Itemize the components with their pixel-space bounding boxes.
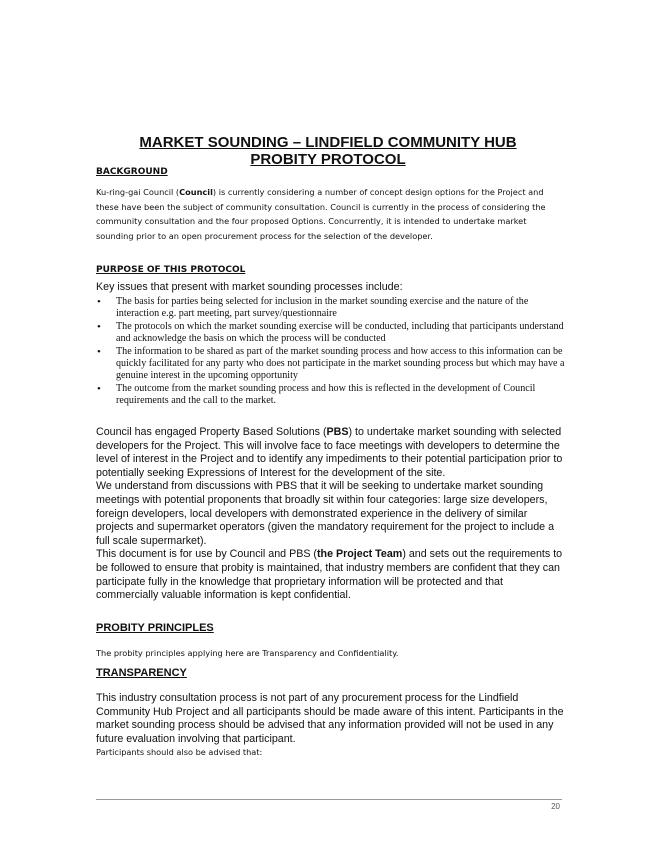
purpose-intro: Key issues that present with market sounding processes include: bbox=[96, 281, 403, 293]
purpose-heading: PURPOSE OF THIS PROTOCOL bbox=[96, 265, 246, 275]
background-paragraph bbox=[96, 185, 562, 243]
pbs-section bbox=[96, 426, 564, 603]
bullet-item: • The outcome from the market sounding process and how this is reflected in the development of Council requirements and the call to the market. bbox=[96, 383, 566, 408]
transparency-heading: TRANSPARENCY bbox=[96, 667, 187, 679]
background-text-end: ) is currently considering a number of concept design options for the Project and these have been the subject of community consultation. Council is currently in the process of considering the community consultation and the four proposed Options. Concurrently, it is intended to undertake market sounding prior to an open procurement process for the selection of the developer. bbox=[96, 187, 546, 241]
title-line-2: PROBITY PROTOCOL bbox=[250, 151, 406, 168]
document-use-text-end: ) and sets out the requirements to be followed to ensure that probity is maintained, that industry members are confident that they can participate fully in the knowledge that proprietary information will be protected and that commercially valuable information is kept confidential. bbox=[96, 548, 563, 602]
probity-principles-heading: PROBITY PRINCIPLES bbox=[96, 622, 214, 634]
pbs-text-end: ) to undertake market sounding with selected developers for the Project. This will involve face to face meetings with developers to determine the level of interest in the Project and to identify any impediments to their potential participation prior to potentially seeking Expressions of Interest for the development of the site. bbox=[96, 426, 563, 479]
council-term: Council bbox=[179, 187, 213, 197]
pbs-paragraph-1 bbox=[96, 426, 564, 480]
transparency-paragraph: This industry consultation process is not part of any procurement process for the Lindfield Community Hub Project and all participants should be made aware of this intent. Participants in the market sounding process should be advised that any information provided will not be used in any future evaluation involving that participant. bbox=[96, 692, 564, 745]
bullet-item: • The information to be shared as part of the market sounding process and how access to this information can be quickly facilitated for any party who does not participate in the market sounding process but which may have a genuine interest in the upcoming opportunity bbox=[96, 346, 566, 383]
page-title bbox=[96, 134, 560, 168]
title-line-1: MARKET SOUNDING – LINDFIELD COMMUNITY HUB bbox=[139, 134, 517, 151]
probity-principles-text: The probity principles applying here are Transparency and Confidentiality. bbox=[96, 648, 399, 658]
background-text-start: Ku-ring-gai Council ( bbox=[96, 187, 180, 197]
background-heading: BACKGROUND bbox=[96, 167, 168, 177]
bullet-item: • The protocols on which the market sounding exercise will be conducted, including that participants understand and acknowledge the basis on which the process will be conducted bbox=[96, 321, 566, 346]
document-use-text-start: This document is for use by Council and PBS ( bbox=[96, 548, 317, 561]
pbs-paragraph-2: We understand from discussions with PBS that it will be seeking to undertake market sounding meetings with potential proponents that broadly sit within four categories: large size developers, foreign developers, local developers with demonstrated experience in the delivery of similar projects and supermarket operators (given the mandatory requirement for the project to include a full scale supermarket). bbox=[96, 480, 555, 547]
pbs-paragraph-3 bbox=[96, 548, 564, 602]
pbs-text-start: Council has engaged Property Based Solutions ( bbox=[96, 426, 327, 438]
footer-divider bbox=[96, 799, 562, 800]
transparency-followup: Participants should also be advised that: bbox=[96, 747, 263, 757]
page-number: 20 bbox=[551, 802, 560, 811]
purpose-bullet-list bbox=[96, 296, 566, 408]
pbs-term: PBS bbox=[326, 426, 349, 438]
bullet-item: • The basis for parties being selected for inclusion in the market sounding exercise and the nature of the interaction e.g. part meeting, part survey/questionnaire bbox=[96, 296, 566, 321]
project-team-term: the Project Team bbox=[316, 548, 403, 561]
